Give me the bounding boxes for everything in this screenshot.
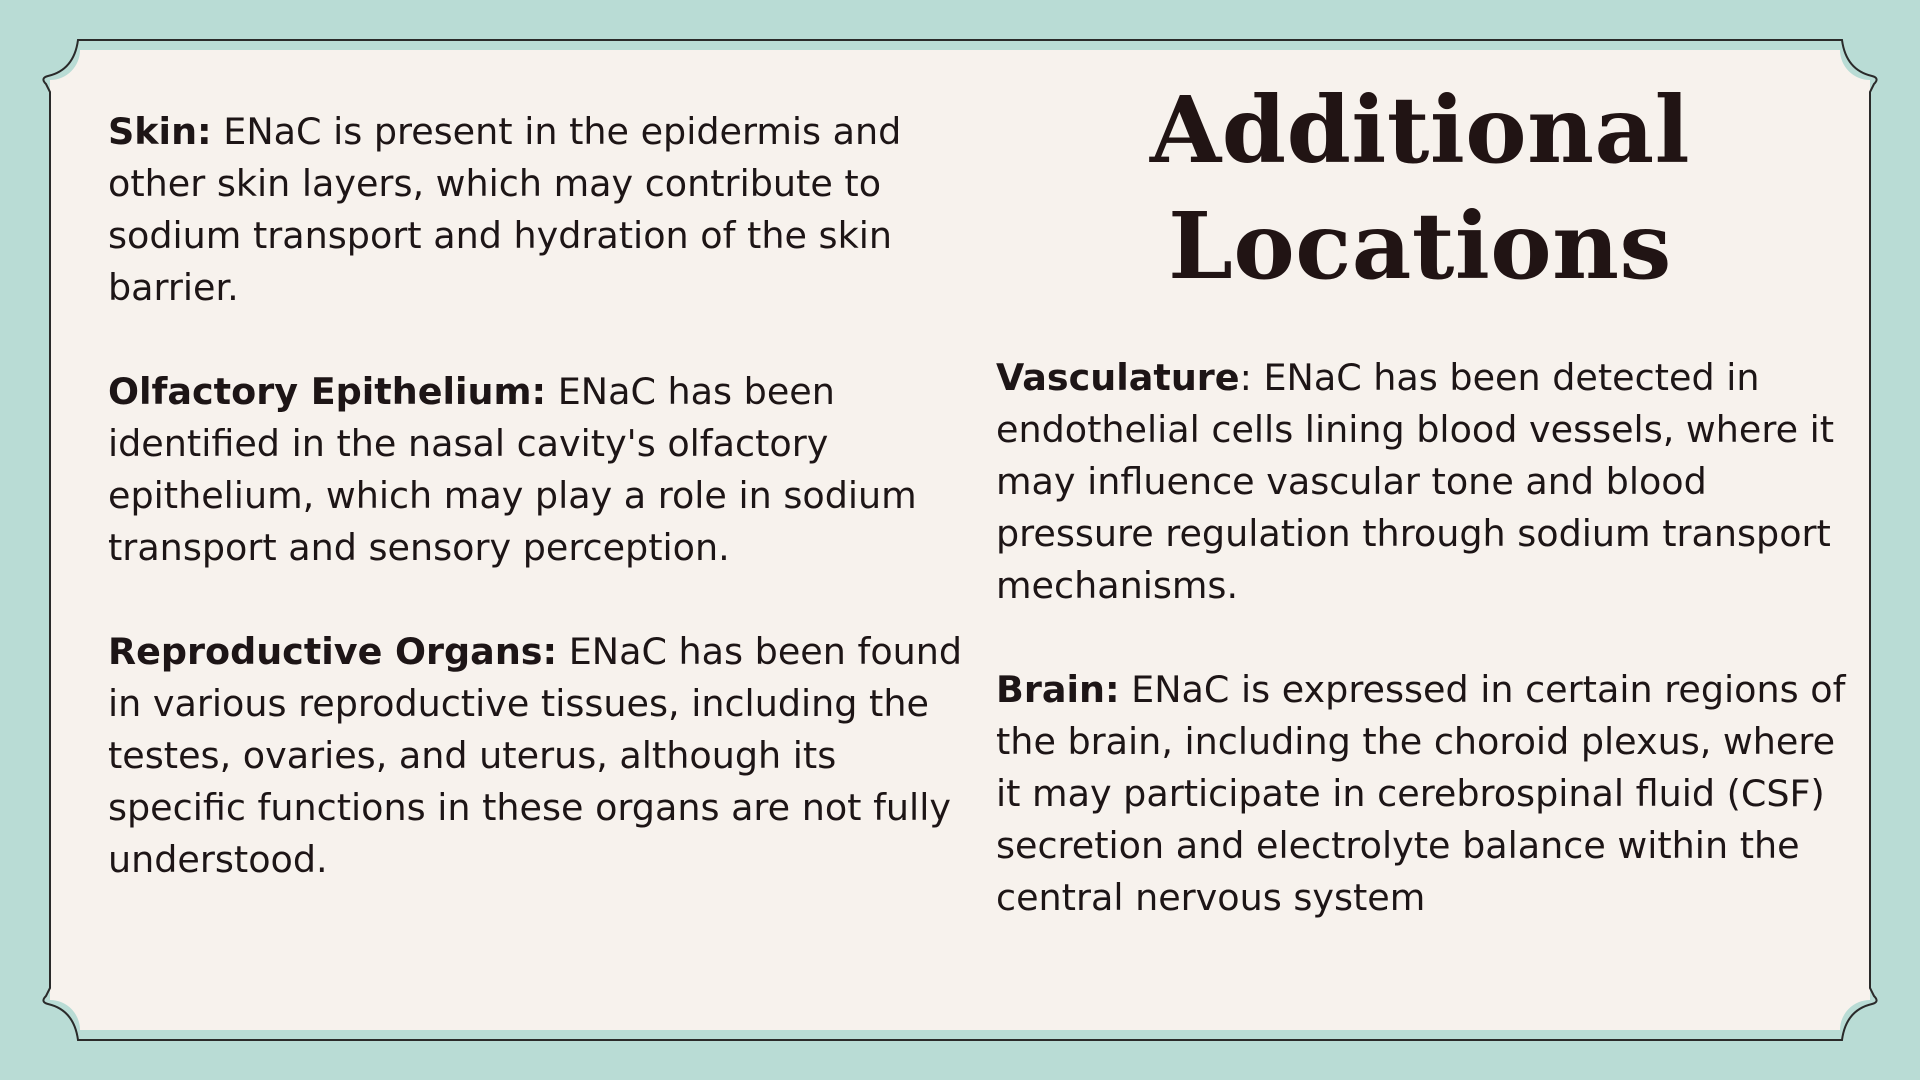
left-column — [108, 106, 978, 938]
brain-paragraph — [996, 664, 1846, 924]
brain-term: Brain: — [996, 668, 1120, 711]
skin-text: ENaC is present in the epidermis and other skin layers, which may contribute to sodium transport and hydration of the skin barrier. — [108, 110, 902, 309]
olfactory-paragraph — [108, 366, 978, 574]
reproductive-term: Reproductive Organs: — [108, 630, 558, 673]
slide-title — [1060, 72, 1780, 304]
brain-text: ENaC is expressed in certain regions of the brain, including the choroid plexus, where it may participate in cerebrospinal fluid (CSF) secretion and electrolyte balance within the central nervous system — [996, 668, 1846, 919]
title-line-2: Locations — [1168, 192, 1672, 300]
skin-term: Skin: — [108, 110, 212, 153]
olfactory-term: Olfactory Epithelium: — [108, 370, 547, 413]
olfactory-text: ENaC has been identified in the nasal cavity's olfactory epithelium, which may play a role in sodium transport and sensory perception. — [108, 370, 917, 569]
title-line-1: Additional — [1149, 76, 1691, 184]
vasculature-paragraph — [996, 352, 1846, 612]
reproductive-paragraph — [108, 626, 978, 886]
vasculature-term: Vasculature — [996, 356, 1240, 399]
skin-paragraph — [108, 106, 978, 314]
vasculature-text: : ENaC has been detected in endothelial cells lining blood vessels, where it may influence vascular tone and blood pressure regulation through sodium transport mechanisms. — [996, 356, 1835, 607]
reproductive-text: ENaC has been found in various reproductive tissues, including the testes, ovaries, and uterus, although its specific functions in these organs are not fully understood. — [108, 630, 963, 881]
right-column — [996, 352, 1846, 976]
